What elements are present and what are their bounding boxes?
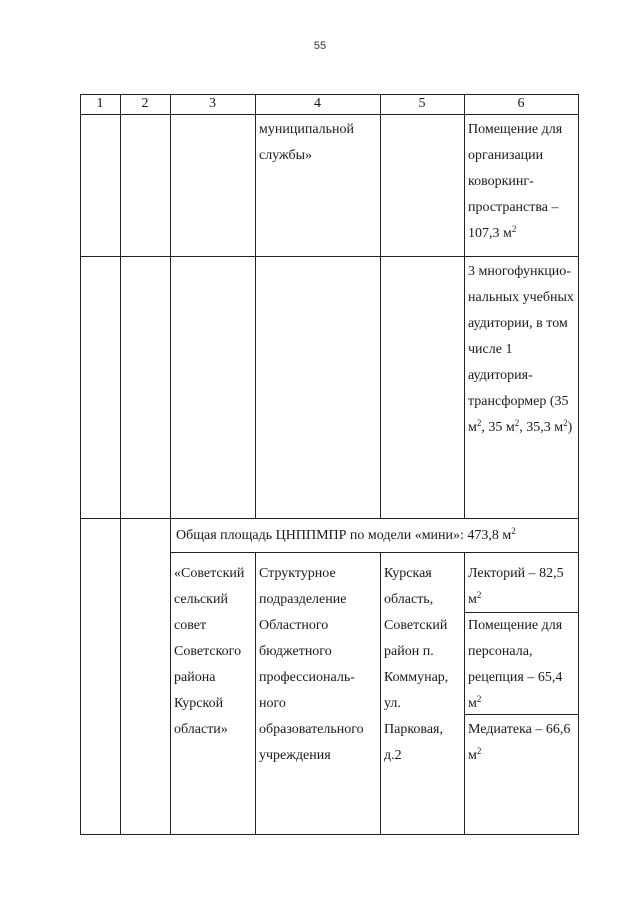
row-divider — [80, 518, 579, 519]
column-divider — [120, 94, 121, 835]
row2-col6-text: 3 многофункцио-нальных учебных аудитории, в том числе 1 аудитория-трансформер (35 м — [468, 264, 574, 435]
row-divider — [80, 256, 579, 257]
table-border-right — [578, 94, 579, 835]
row3-col6-item — [465, 560, 577, 614]
row3-col6-item — [465, 612, 577, 718]
header-cell-4: 4 — [314, 96, 321, 111]
superscript: 2 — [476, 418, 482, 428]
page-number: 55 — [313, 40, 327, 52]
total-row-divider — [170, 552, 579, 553]
item-text: Лекторий – 82,5 м — [468, 566, 564, 607]
row1-col6-text: Помещение для организации коворкинг-пространства – 107,3 м — [468, 122, 563, 241]
header-row-divider — [80, 114, 579, 115]
header-cell-6: 6 — [517, 96, 525, 111]
row3-col3: «Советский сельский совет Советского района Курской области» — [174, 566, 245, 737]
superscript: 2 — [476, 590, 482, 600]
superscript: 2 — [563, 418, 568, 428]
header-cell-3: 3 — [209, 96, 216, 111]
superscript: 2 — [476, 746, 482, 756]
row1-col6 — [465, 116, 577, 248]
header-cell-5: 5 — [418, 96, 426, 111]
item-text: Помещение для персонала, рецепция – 65,4 м — [468, 618, 563, 711]
row2-col6-text: , 35 м — [481, 420, 515, 435]
total-text: Общая площадь ЦНППМПР по модели «мини»: 473,8 м — [176, 528, 512, 543]
superscript: 2 — [476, 694, 482, 704]
superscript: 2 — [511, 224, 517, 234]
superscript: 2 — [511, 526, 516, 536]
row2-col6-text: ) — [567, 420, 573, 435]
superscript: 2 — [514, 418, 520, 428]
row3-col4: Структурное подразделение Областного бюджетного профессиональ-ного образовательного учреждения — [259, 566, 364, 763]
row3-col5: Курская область, Советский район п. Коммунар, ул. Парковая, д.2 — [384, 566, 449, 763]
total-row — [172, 521, 577, 551]
header-cell-2: 2 — [141, 96, 149, 111]
header-cell-1: 1 — [96, 96, 104, 111]
table-border-left — [80, 94, 81, 835]
row2-col6-text: , 35,3 м — [519, 420, 564, 435]
row3-col6-item — [465, 716, 577, 770]
row1-col4: муниципальной службы» — [259, 122, 355, 163]
item-text: Медиатека – 66,6 м — [468, 722, 571, 763]
column-divider — [380, 94, 381, 519]
row2-col6 — [465, 258, 577, 442]
table-border-bottom — [80, 834, 579, 835]
